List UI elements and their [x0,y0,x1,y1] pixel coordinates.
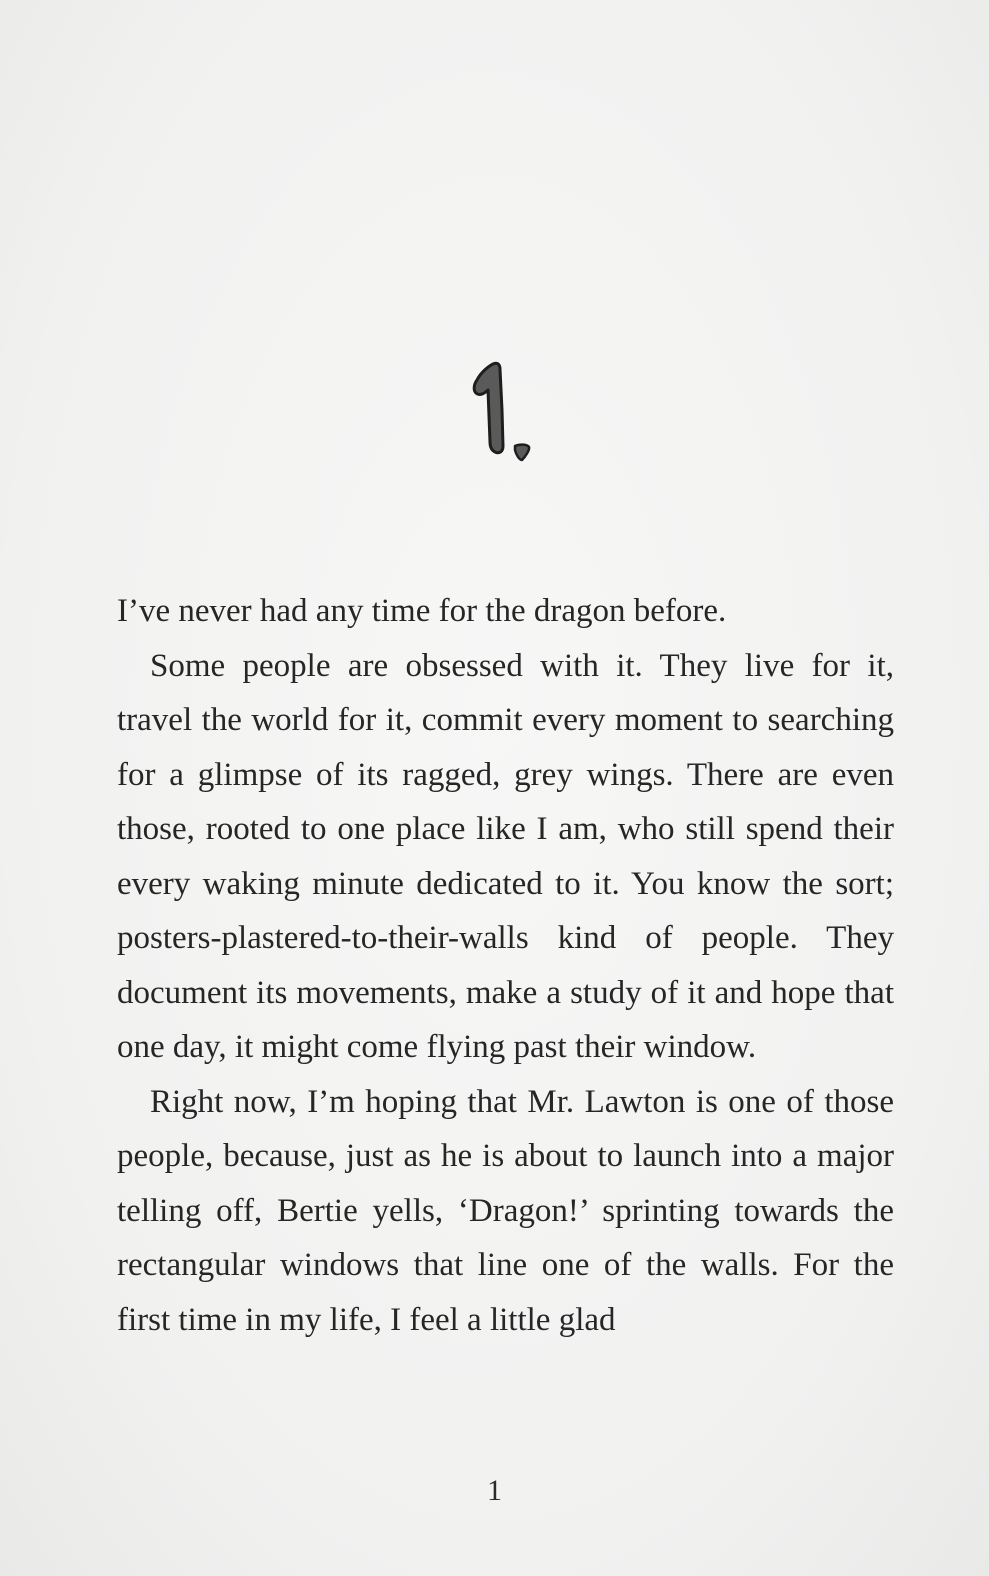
page-number: 1 [487,1474,502,1507]
chapter-number-glyph [455,350,545,470]
paragraph: Some people are obsessed with it. They live for it, travel the world for it, commit every moment to searching for a glimpse of its ragged, grey wings. There are even those, rooted to one place like I am, who still spend their every waking minute dedicated to it. You know the sort; posters-plastered-to-their-walls kind of people. They document its movements, make a study of it and hope that one day, it might come flying past their window. [117,647,894,1065]
chapter-body [117,584,894,1347]
chapter-number [455,350,545,470]
paragraph: I’ve never had any time for the dragon before. [117,593,727,629]
paragraph: Right now, I’m hoping that Mr. Lawton is one of those people, because, just as he is about to launch into a major telling off, Bertie yells, ‘Dragon!’ sprinting towards the rectangular windows that line one of the walls. For the first time in my life, I feel a little glad [117,1083,894,1338]
